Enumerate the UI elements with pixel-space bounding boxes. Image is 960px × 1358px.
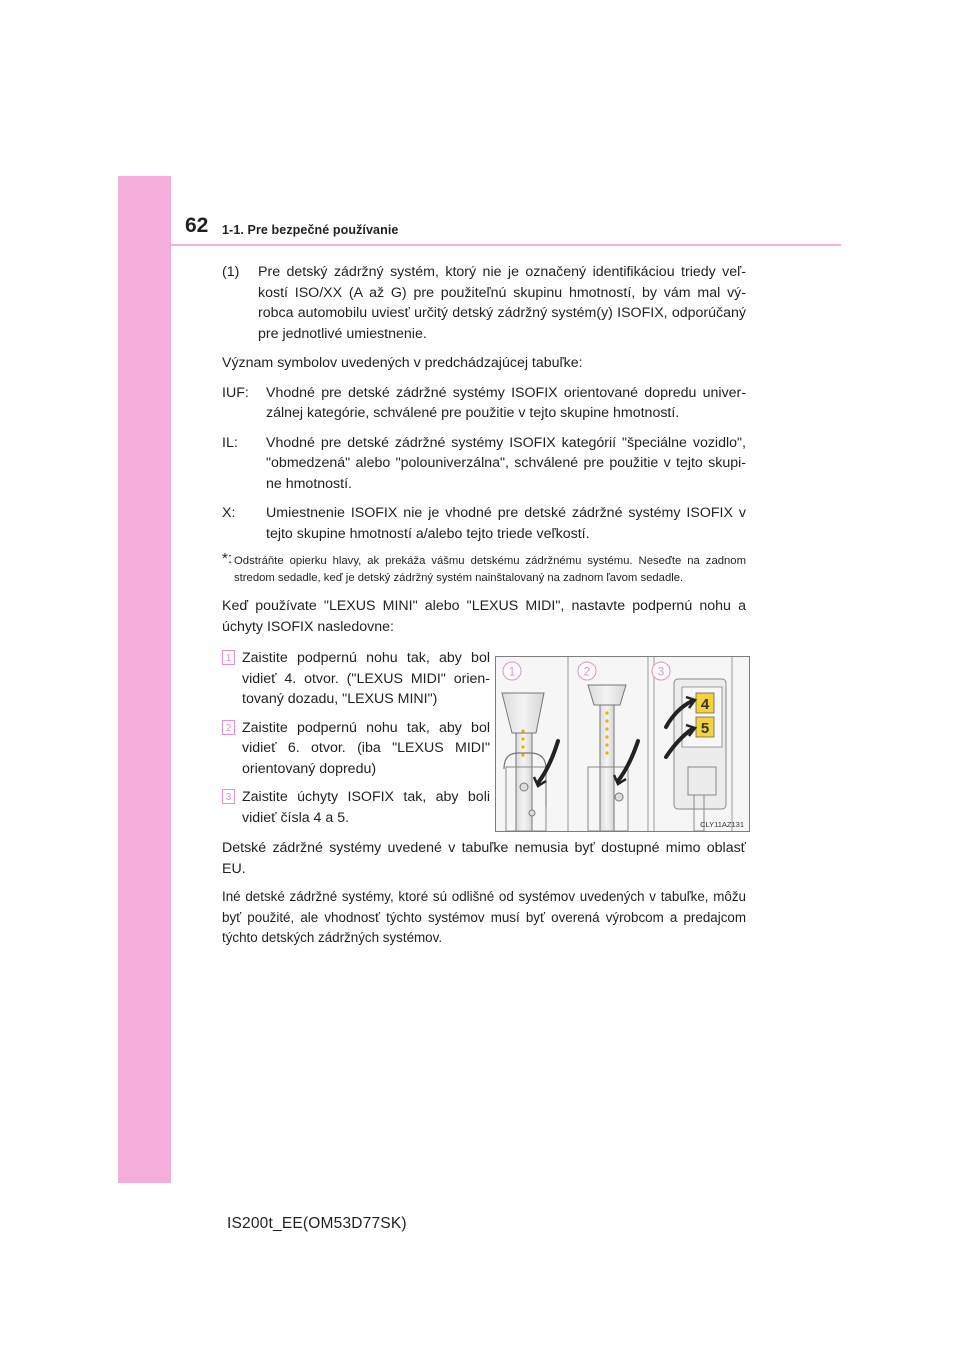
step-text: Zaistite podpernú nohu tak, aby bol vidieť 4. otvor. ("LEXUS MIDI" orien-tovaný dozadu, "LEXUS MINI"): [242, 650, 490, 707]
step-list: [222, 648, 490, 828]
step-number-badge: 2: [222, 720, 235, 735]
side-color-band: [118, 176, 171, 1183]
isofix-illustration: [495, 656, 750, 832]
instruction-intro: Keď používate "LEXUS MINI" alebo "LEXUS MIDI", nastavte podpernú nohu a úchyty ISOFIX nasledovne:: [222, 598, 746, 635]
panel-2-label: 2: [583, 664, 591, 679]
header-divider: [171, 244, 841, 246]
step-number-badge: 1: [222, 650, 235, 665]
note-marker: (1): [222, 264, 240, 280]
indicator-4-label: 4: [700, 696, 710, 713]
footnote-text: Odstráňte opierku hlavy, ak prekáža vášmu detskému zádržnému systému. Neseďte na zadnom stredom sedadle, keď je detský zádržný systém nainštalovaný na zadnom ľavom sedadle.: [234, 555, 746, 584]
note-text: Pre detský zádržný systém, ktorý nie je označený identifikáciou triedy veľ-kostí ISO/XX (A až G) pre použiteľnú skupinu hmotností, by vám mal vý-robca automobilu uviesť určitý detský zádržný systém(y) ISOFIX, odporúčaný pre jednotlivé umiestnenie.: [258, 264, 746, 342]
definition-term: IUF:: [222, 384, 249, 401]
footnote: [222, 550, 746, 587]
footnote-marker: *:: [222, 550, 233, 567]
footer-model-code: IS200t_EE(OM53D77SK): [227, 1215, 407, 1232]
indicator-5-label: 5: [700, 720, 710, 737]
note-item: [222, 262, 746, 344]
definition-item: [222, 503, 746, 544]
panel-3-label-badge: [652, 662, 670, 680]
step-text: Zaistite úchyty ISOFIX tak, aby boli vidieť čísla 4 a 5.: [242, 789, 490, 826]
definition-list: [222, 383, 746, 545]
definition-item: [222, 383, 746, 424]
indicator-5: [696, 717, 714, 737]
other-systems-note: Iné detské zádržné systémy, ktoré sú odlišné od systémov uvedených v tabuľke, môžu byť použité, ale vhodnosť týchto systémov musí byť overená výrobcom a predajcom týchto detských zádržných systémov.: [222, 889, 746, 945]
panel-1-label-badge: [503, 662, 521, 680]
indicator-4: [696, 693, 714, 713]
panel-3-label: 3: [657, 664, 665, 679]
page-content: [222, 262, 746, 949]
definition-text: Umiestnenie ISOFIX nie je vhodné pre detské zádržné systémy ISOFIX v tejto skupine hmotností a/alebo tejto triede veľkostí.: [266, 505, 746, 542]
definition-item: [222, 433, 746, 495]
isofix-illustration-svg: [496, 657, 749, 831]
definition-term: IL:: [222, 434, 238, 451]
step-item: [222, 648, 490, 710]
panel-1-label: 1: [508, 664, 516, 679]
definition-text: Vhodné pre detské zádržné systémy ISOFIX orientované dopredu univer-zálnej kategórie, schválené pre použitie v tejto skupine hmotností.: [266, 384, 746, 421]
step-item: [222, 718, 490, 780]
availability-note: Detské zádržné systémy uvedené v tabuľke nemusia byť dostupné mimo oblasť EU.: [222, 840, 746, 877]
legend-intro: Význam symbolov uvedených v predchádzajúcej tabuľke:: [222, 355, 583, 371]
section-title: 1-1. Pre bezpečné používanie: [222, 223, 399, 237]
step-text: Zaistite podpernú nohu tak, aby bol vidieť 6. otvor. (iba "LEXUS MIDI" orientovaný dopredu): [242, 719, 490, 777]
figure-code: CLY11AZ131: [700, 820, 744, 829]
step-item: [222, 787, 490, 828]
definition-text: Vhodné pre detské zádržné systémy ISOFIX kategórií "špeciálne vozidlo", "obmedzená" alebo "polouniverzálna", schválené pre použitie v tejto skupi-ne hmotností.: [266, 434, 746, 492]
definition-term: X:: [222, 505, 236, 521]
page-number: 62: [185, 214, 209, 237]
panel-2-label-badge: [578, 662, 596, 680]
step-number-badge: 3: [222, 789, 235, 804]
